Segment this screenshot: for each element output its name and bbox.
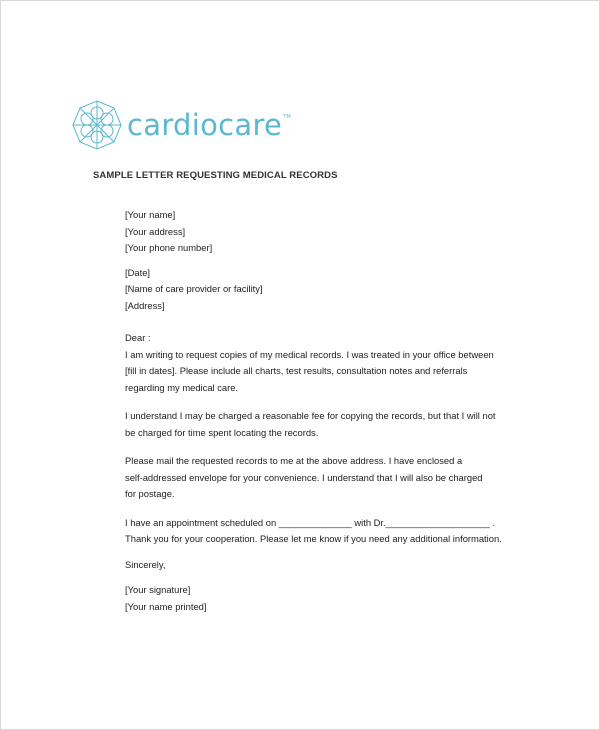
paragraph-line: I understand I may be charged a reasonable fee for copying the records, but that I will not [125, 410, 496, 421]
sender-line: [Your phone number] [125, 242, 213, 253]
paragraph-line: regarding my medical care. [125, 381, 239, 393]
paragraph-line: Thank you for your cooperation. Please let me know if you need any additional information. [125, 533, 502, 544]
paragraph-line: self-addressed envelope for your convenience. I understand that I will also be charged [125, 471, 483, 483]
recipient-line: [Date] [125, 266, 151, 278]
letter-body [125, 207, 525, 615]
paragraph-line: [fill in dates]. Please include all charts, test results, consultation notes and referrals [125, 365, 468, 376]
trademark-mark: TM [283, 113, 292, 120]
sender-line: [Your name] [125, 209, 176, 220]
signature-line: [Your signature] [125, 584, 191, 595]
paragraph-line: I am writing to request copies of my medical records. I was treated in your office between [125, 348, 494, 360]
greeting: Dear : [125, 332, 151, 343]
paragraph-line: Please mail the requested records to me at the above address. I have enclosed a [125, 455, 463, 466]
sender-line: [Your address] [125, 225, 186, 237]
paragraph-line: be charged for time spent locating the records. [125, 426, 319, 438]
signature-line: [Your name printed] [125, 600, 207, 612]
letter-title: SAMPLE LETTER REQUESTING MEDICAL RECORDS [93, 170, 338, 181]
cardiocare-logo-icon [71, 99, 123, 151]
cardiocare-wordmark [127, 107, 292, 142]
cardiocare-logo [71, 99, 291, 151]
recipient-line: [Name of care provider or facility] [125, 283, 263, 294]
paragraph-line: I have an appointment scheduled on ______________ with Dr.____________________ . [125, 516, 496, 528]
closing: Sincerely, [125, 558, 166, 570]
recipient-line: [Address] [125, 299, 165, 311]
brand-name: cardiocare [127, 107, 283, 142]
paragraph-line: for postage. [125, 488, 175, 499]
